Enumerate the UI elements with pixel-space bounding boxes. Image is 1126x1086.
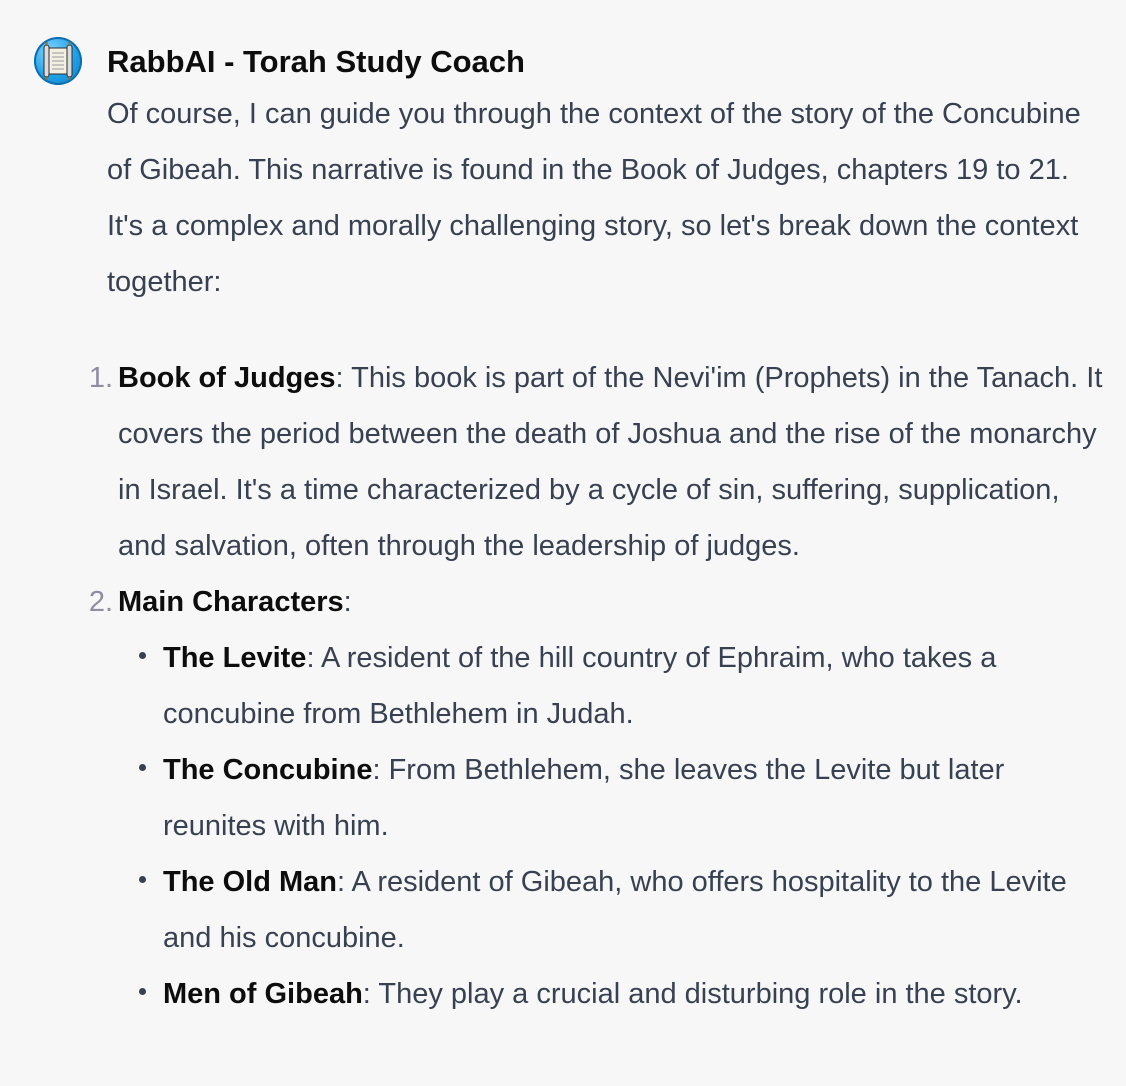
bullet-dot-icon [139,988,146,995]
bullet-text: : They play a crucial and disturbing role in the story. [362,978,1023,1010]
bullet-dot-icon [139,764,146,771]
bullet-title: The Concubine [163,754,373,786]
message-content [88,86,1107,1022]
list-number: 1. [88,362,113,394]
bullet-list [118,630,1107,1022]
item-text: : [343,586,352,618]
item-text: : This book is part of the Nevi'im (Prophets) in the Tanach. It covers the period between the death of Joshua and the rise of the monarchy in Israel. It's a time characterized by a cycle of sin, suffering, supplication, and salvation, often through the leadership of judges. [118,362,1103,562]
numbered-list [88,350,1107,1022]
item-title: Main Characters [118,586,344,618]
bullet-title: The Old Man [163,866,337,898]
bullet-item [163,854,1107,966]
bullet-text: : From Bethlehem, she leaves the Levite but later reunites with him. [163,754,1005,842]
bullet-title: Men of Gibeah [163,978,363,1010]
torah-scroll-icon [34,37,82,85]
bullet-dot-icon [139,652,146,659]
bullet-item [163,630,1107,742]
author-name: RabbAI - Torah Study Coach [107,44,525,79]
list-item [88,350,1107,574]
bullet-text: : A resident of the hill country of Ephraim, who takes a concubine from Bethlehem in Judah. [163,642,997,730]
bullet-item [163,742,1107,854]
item-title: Book of Judges [118,362,336,394]
bullet-text: : A resident of Gibeah, who offers hospitality to the Levite and his concubine. [163,866,1067,954]
list-number: 2. [88,586,113,618]
bullet-title: The Levite [163,642,307,674]
bullet-dot-icon [139,876,146,883]
list-item [88,574,1107,1022]
bullet-item [163,966,1107,1022]
intro-paragraph: Of course, I can guide you through the context of the story of the Concubine of Gibeah. This narrative is found in the Book of Judges, chapters 19 to 21. It's a complex and morally challenging story, so let's break down the context together: [107,98,1081,298]
